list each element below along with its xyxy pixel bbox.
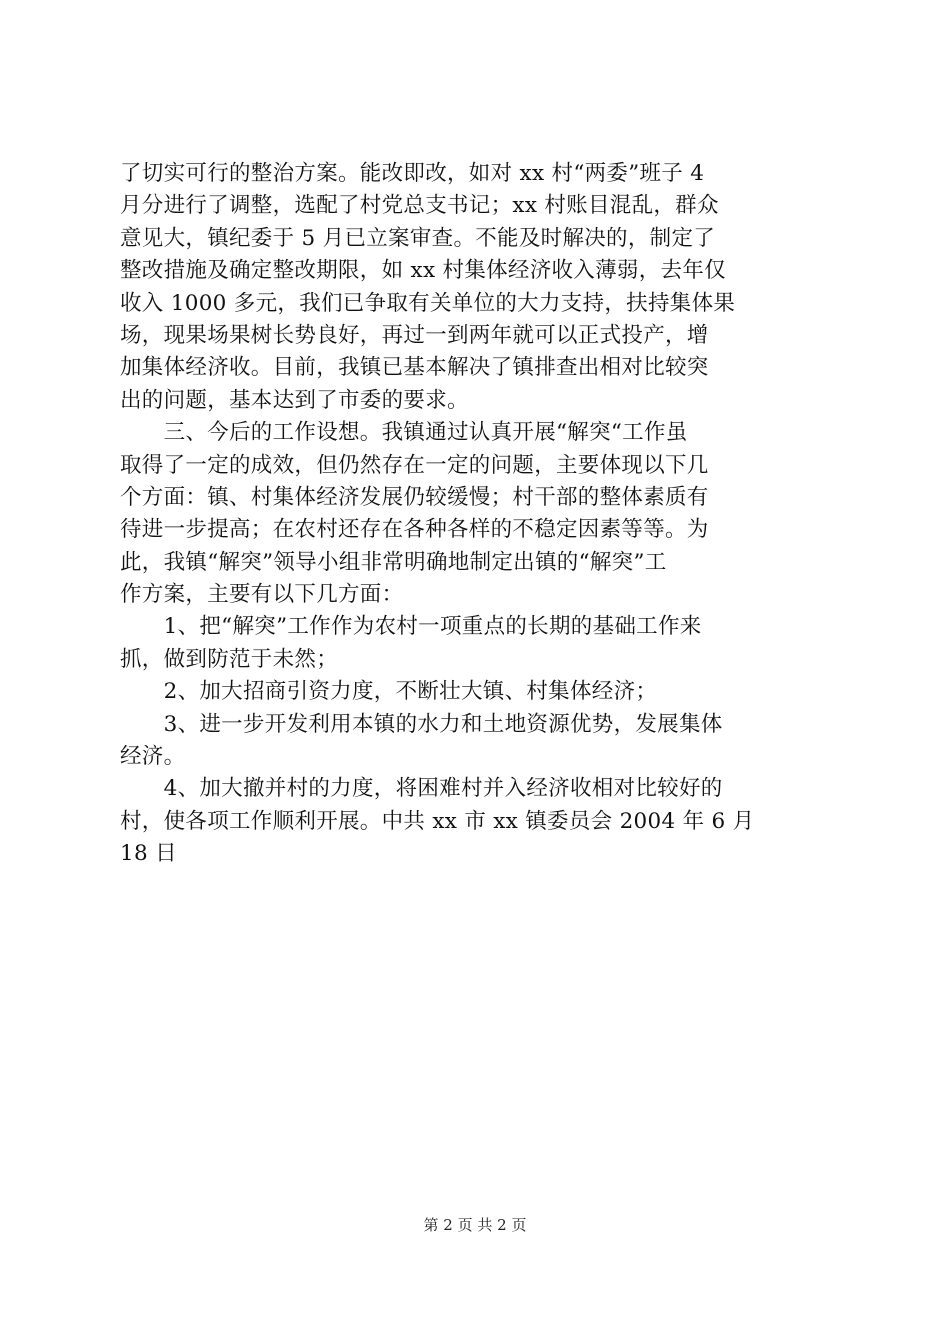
body-line: 个方面：镇、村集体经济发展仍较缓慢；村干部的整体素质有 [120,484,709,510]
body-line: 出的问题，基本达到了市委的要求。 [120,387,469,413]
body-line: 此，我镇“解突”领导小组非常明确地制定出镇的“解突”工 [120,549,667,575]
body-line: 场，现果场果树长势良好，再过一到两年就可以正式投产，增 [120,322,709,348]
date-line: 18 日 [120,841,177,867]
body-line: 月分进行了调整，选配了村党总支书记；xx 村账目混乱，群众 [120,193,719,219]
signature-line: 村，使各项工作顺利开展。中共 xx 市 xx 镇委员会 2004 年 6 月 [120,808,755,834]
section-three-line: 三、今后的工作设想。我镇通过认真开展“解突“工作虽 [120,420,688,446]
body-line: 整改措施及确定整改期限，如 xx 村集体经济收入薄弱，去年仅 [120,258,726,284]
body-line: 加集体经济收。目前，我镇已基本解决了镇排查出相对比较突 [120,355,709,381]
list-item-1-line: 1、把“解突”工作作为农村一项重点的长期的基础工作来 [120,614,702,640]
body-line: 作方案，主要有以下几方面： [120,582,404,608]
body-line: 收入 1000 多元，我们已争取有关单位的大力支持，扶持集体果 [120,290,736,316]
body-line: 了切实可行的整治方案。能改即改，如对 xx 村“两委”班子 4 [120,161,705,186]
document-body [120,158,832,871]
body-line: 取得了一定的成效，但仍然存在一定的问题，主要体现以下几 [120,452,709,478]
page-number-footer: 第 2 页 共 2 页 [423,1216,527,1234]
list-item-4-line: 4、加大撤并村的力度，将困难村并入经济收相对比较好的 [120,776,723,802]
body-line: 待进一步提高；在农村还存在各种各样的不稳定因素等等。为 [120,517,709,543]
body-line: 抓，做到防范于未然； [120,646,339,672]
body-line: 意见大，镇纪委于 5 月已立案审查。不能及时解决的，制定了 [120,225,716,251]
list-item-2-line: 2、加大招商引资力度，不断壮大镇、村集体经济； [120,679,658,705]
body-line: 经济。 [120,744,186,770]
list-item-3-line: 3、进一步开发利用本镇的水力和土地资源优势，发展集体 [120,711,723,737]
